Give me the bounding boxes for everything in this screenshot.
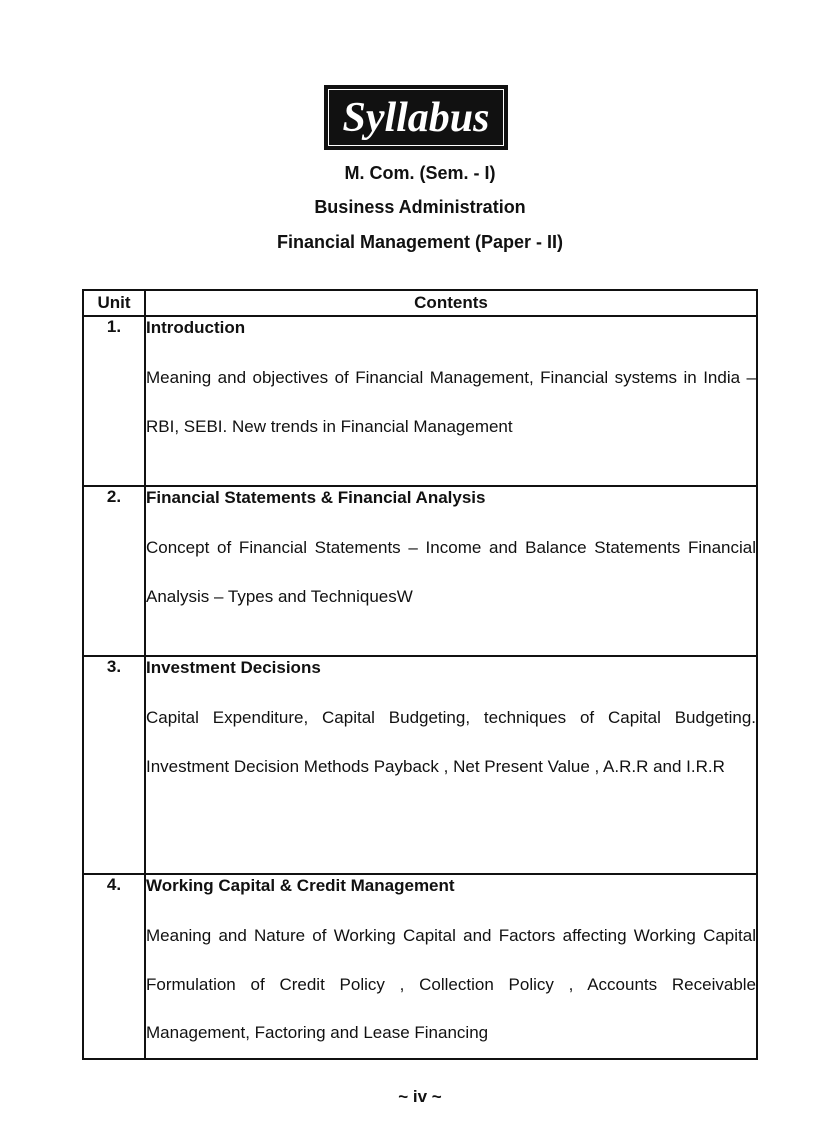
unit-title: Working Capital & Credit Management [146, 876, 455, 895]
unit-description: Concept of Financial Statements – Income and Balance Statements Financial Analysis – Types and TechniquesW [146, 538, 756, 606]
unit-title: Introduction [146, 318, 246, 337]
unit-column-header: Unit [83, 290, 145, 316]
unit-number: 1. [83, 316, 145, 486]
table-row [83, 874, 757, 1059]
unit-description: Meaning and Nature of Working Capital and Factors affecting Working Capital Formulation of Credit Policy , Collection Policy , Accounts Receivable Management, Factoring and Lease Financing [146, 926, 756, 1042]
syllabus-title-box [324, 85, 508, 150]
syllabus-title: Syllabus [328, 89, 504, 146]
unit-contents [145, 486, 757, 656]
subject-heading: Business Administration [314, 197, 526, 217]
unit-description: Meaning and objectives of Financial Management, Financial systems in India – RBI, SEBI. New trends in Financial Management [146, 368, 756, 436]
table-row [83, 486, 757, 656]
unit-number: 4. [83, 874, 145, 1059]
page-number: ~ iv ~ [398, 1087, 442, 1106]
unit-number: 2. [83, 486, 145, 656]
syllabus-table [82, 289, 758, 1060]
unit-title: Financial Statements & Financial Analysis [146, 488, 486, 507]
unit-number: 3. [83, 656, 145, 874]
unit-contents [145, 656, 757, 874]
unit-title: Investment Decisions [146, 658, 321, 677]
unit-contents [145, 316, 757, 486]
table-row [83, 656, 757, 874]
unit-contents [145, 874, 757, 1059]
contents-column-header: Contents [145, 290, 757, 316]
unit-description: Capital Expenditure, Capital Budgeting, techniques of Capital Budgeting. Investment Decision Methods Payback , Net Present Value , A.R.R and I.R.R [146, 708, 756, 776]
table-header-row [83, 290, 757, 316]
course-heading: M. Com. (Sem. - I) [344, 163, 496, 183]
paper-heading: Financial Management (Paper - II) [276, 232, 564, 252]
table-row [83, 316, 757, 486]
